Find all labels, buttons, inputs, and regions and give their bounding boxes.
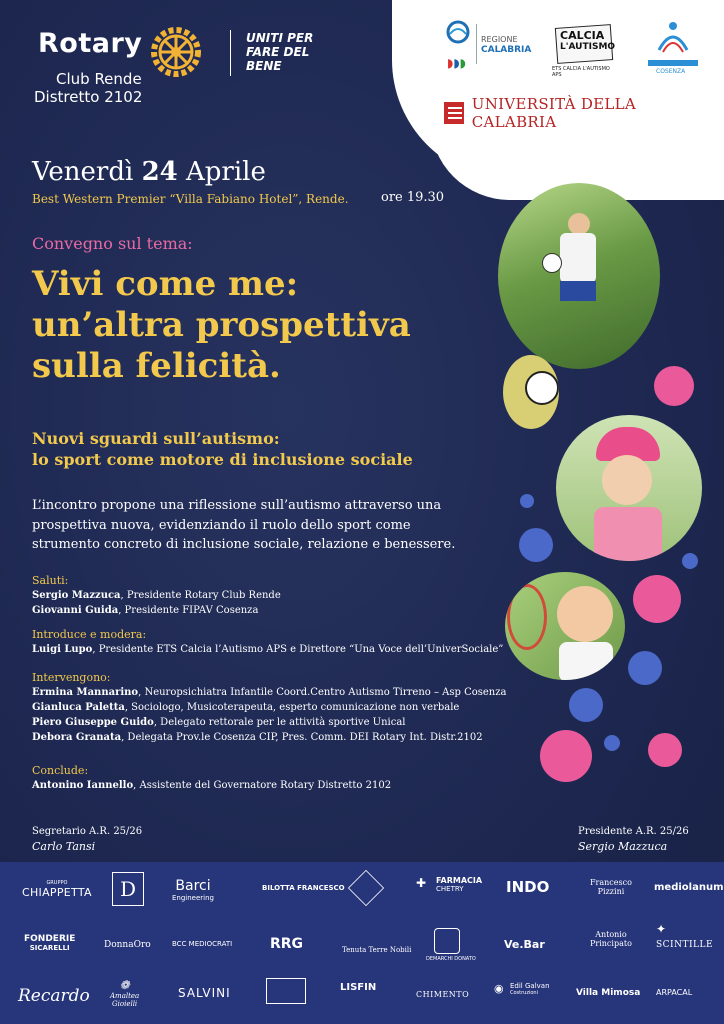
rotary-district: Distretto 2102 — [34, 88, 143, 106]
event-date-number: 24 — [141, 157, 178, 187]
speaker-role: , Presidente ETS Calcia l’Autismo APS e Direttore “Una Voce dell’UniverSociale” — [92, 644, 504, 655]
rotary-wheel-icon — [150, 26, 202, 78]
calcia-title: CALCIA — [560, 29, 605, 42]
sponsor-chimento: CHIMENTO — [416, 990, 470, 999]
speaker-line — [32, 780, 391, 791]
regione-emblem-icon — [446, 20, 470, 44]
speaker-line — [32, 687, 506, 698]
conclude-heading: Conclude: — [32, 764, 89, 777]
sponsors-band — [0, 862, 724, 1024]
desc-line-1: L’incontro propone una riflessione sull’autismo attraverso una — [32, 498, 442, 513]
decor-dot-blue — [682, 553, 698, 569]
sponsor-edilgalvan — [510, 982, 550, 996]
rotary-club: Club Rende — [56, 70, 142, 88]
decor-dot-pink — [648, 733, 682, 767]
sponsor-chiappetta-small: GRUPPO — [46, 880, 68, 886]
sponsor-mediolanum: mediolanum — [654, 882, 724, 893]
cosenza-label: COSENZA — [656, 68, 686, 75]
rotary-name: Rotary — [38, 28, 143, 59]
photo-boy-soccer — [498, 183, 660, 369]
rotary-logo — [34, 28, 143, 106]
sponsor-barci — [172, 878, 214, 902]
sponsor-salvini: SALVINI — [178, 986, 231, 1000]
sponsor-lisfin: LISFIN — [340, 982, 377, 993]
unical-logo — [444, 95, 700, 131]
speaker-role: , Delegata Prov.le Cosenza CIP, Pres. Comm. DEI Rotary Int. Distr.2102 — [121, 732, 483, 743]
sponsor-indo: INDO — [506, 878, 550, 896]
regione-calabria-label: CALABRIA — [481, 45, 532, 55]
saluti-heading: Saluti: — [32, 574, 69, 587]
speaker-name: Antonino Iannello — [32, 780, 134, 791]
sponsor-barci-label: Barci — [175, 878, 211, 894]
calcia-ets-label: ETS CALCIA L'AUTISMO APS — [552, 66, 610, 78]
speaker-name: Ermina Mannarino — [32, 687, 139, 698]
sponsor-amaltea-line1: Amaltea — [110, 992, 140, 1000]
convegno-label: Convegno sul tema: — [32, 234, 193, 253]
slogan-line-2: FARE DEL — [246, 45, 310, 59]
calcia-subtitle: L'AUTISMO — [560, 42, 616, 52]
sponsor-edilgalvan-sub: Costruzioni — [510, 990, 538, 996]
decor-dot-blue — [569, 688, 603, 722]
speaker-name: Debora Granata — [32, 732, 122, 743]
sponsor-pizzini — [590, 878, 632, 896]
sponsor-pizzini-line1: Francesco — [590, 878, 632, 887]
sponsor-demarchi: DEMARCHI DONATO — [426, 956, 476, 962]
sponsor-chiappetta — [22, 880, 92, 899]
president-role: Presidente A.R. 25/26 — [578, 826, 689, 837]
sponsor-terre-nobili: Tenuta Terre Nobili — [342, 946, 412, 954]
decor-dot-blue — [519, 528, 553, 562]
slogan — [246, 31, 313, 73]
speaker-role: , Presidente FIPAV Cosenza — [118, 605, 259, 616]
calcia-autismo-logo — [548, 22, 618, 78]
regione-label: REGIONE — [481, 35, 518, 44]
sponsor-scintille-star-icon: ✦ — [656, 922, 667, 936]
title-line-2: un’altra prospettiva — [32, 305, 411, 345]
subtitle-line-1: Nuovi sguardi sull’autismo: — [32, 429, 280, 448]
sponsor-villa-mimosa: Villa Mimosa — [576, 988, 641, 998]
unical-label: UNIVERSITÀ DELLA CALABRIA — [471, 95, 637, 131]
sponsor-farmacia-label: FARMACIA — [436, 876, 483, 885]
sponsor-fonderie-sub: SICARELLI — [29, 944, 70, 952]
decor-dot-blue — [520, 494, 534, 508]
decor-dot-blue — [604, 735, 620, 751]
sponsor-vebar: Ve.Bar — [504, 938, 545, 951]
secretary-role: Segretario A.R. 25/26 — [32, 826, 143, 837]
slogan-line-3: BENE — [246, 59, 282, 73]
unical-mark-icon — [444, 102, 464, 124]
speaker-name: Luigi Lupo — [32, 644, 93, 655]
decor-dot-pink — [540, 730, 592, 782]
sponsor-recardo: Recardo — [18, 986, 90, 1006]
president-name: Sergio Mazzuca — [578, 840, 668, 853]
sponsor-amaltea — [110, 978, 139, 1008]
sponsor-building-logo-icon — [266, 978, 306, 1004]
event-month: Aprile — [186, 157, 266, 187]
sponsor-chiappetta-label: CHIAPPETTA — [22, 886, 92, 899]
decor-dot-blue — [628, 651, 662, 685]
photo-girl-helmet — [556, 415, 702, 561]
speaker-role: , Neuropsichiatra Infantile Coord.Centro Autismo Tirreno – Asp Cosenza — [138, 687, 507, 698]
sponsor-farmacia-cross-icon: ✚ — [416, 876, 427, 890]
sponsor-edilgalvan-label: Edil Galvan — [510, 982, 550, 990]
sponsor-edilgalvan-icon: ◉ — [494, 982, 504, 995]
sponsor-amaltea-emblem-icon: ❁ — [119, 978, 130, 992]
sponsor-principato-line2: Principato — [590, 939, 632, 948]
volleyball-emblem-icon — [655, 20, 691, 56]
sponsor-fonderie — [24, 934, 75, 952]
event-subtitle — [32, 428, 502, 470]
speaker-role: , Assistente del Governatore Rotary Distretto 2102 — [133, 780, 392, 791]
intervengono-heading: Intervengono: — [32, 671, 111, 684]
sponsor-rrg: RRG — [270, 936, 304, 952]
photo-boy-tennis — [505, 572, 625, 680]
cosenza-logo — [648, 18, 698, 80]
decor-dot-pink — [654, 366, 694, 406]
sponsor-farmacia — [436, 876, 482, 893]
sponsor-bcc: BCC MEDIOCRATI — [172, 940, 233, 948]
event-day: Venerdì — [32, 157, 134, 187]
speaker-line — [32, 717, 406, 728]
event-description — [32, 496, 502, 555]
photo-soccer-ball — [503, 355, 559, 429]
decor-dot-pink — [633, 575, 681, 623]
sponsor-scintille: SCINTILLE — [656, 940, 714, 950]
speaker-line — [32, 590, 281, 601]
sponsor-bilotta: BILOTTA FRANCESCO — [262, 884, 345, 892]
speaker-line — [32, 702, 459, 713]
speaker-name: Sergio Mazzuca — [32, 590, 121, 601]
sponsor-amaltea-line2: Gioielli — [112, 1000, 138, 1008]
regione-calabria-logo — [444, 20, 534, 76]
signature-president — [578, 826, 689, 853]
sponsor-arpacal: ARPACAL — [656, 988, 693, 997]
speaker-line — [32, 605, 258, 616]
event-date — [32, 157, 266, 187]
sponsor-pizzini-line2: Pizzini — [597, 887, 625, 896]
sponsor-barci-sub: Engineering — [172, 894, 214, 902]
speaker-role: , Delegato rettorale per le attività sportive Unical — [153, 717, 406, 728]
speaker-name: Piero Giuseppe Guido — [32, 717, 154, 728]
desc-line-2: prospettiva nuova, evidenziando il ruolo dello sport come — [32, 517, 411, 533]
paralympic-icon: ◗◗◗ — [447, 56, 466, 70]
sponsor-donnaoro: DonnaOro — [104, 940, 151, 950]
secretary-name: Carlo Tansi — [32, 840, 96, 853]
speaker-line — [32, 732, 483, 743]
title-line-1: Vivi come me: — [32, 264, 299, 304]
title-line-3: sulla felicità. — [32, 346, 281, 386]
signature-secretary — [32, 826, 142, 853]
event-title — [32, 264, 502, 387]
header-divider — [230, 30, 231, 76]
event-time: ore 19.30 — [381, 190, 445, 205]
event-venue: Best Western Premier “Villa Fabiano Hotel”, Rende. — [32, 192, 349, 206]
speaker-role: , Sociologo, Musicoterapeuta, esperto comunicazione non verbale — [124, 702, 460, 713]
subtitle-line-2: lo sport come motore di inclusione sociale — [32, 450, 413, 469]
slogan-line-1: UNITI PER — [246, 31, 314, 45]
speaker-name: Gianluca Paletta — [32, 702, 125, 713]
sponsor-db-logo-icon: D — [112, 872, 144, 906]
desc-line-3: strumento concreto di inclusione sociale, relazione e benessere. — [32, 537, 456, 552]
speaker-line — [32, 644, 503, 655]
sponsor-farmacia-sub: CHETRY — [436, 885, 464, 893]
sponsor-principato-line1: Antonio — [595, 930, 627, 939]
sponsor-f-logo-icon — [348, 870, 384, 906]
speaker-name: Giovanni Guida — [32, 605, 119, 616]
modera-heading: Introduce e modera: — [32, 628, 147, 641]
sponsor-demarchi-logo-icon — [434, 928, 460, 954]
sponsor-fonderie-label: FONDERIE — [24, 934, 76, 944]
speaker-role: , Presidente Rotary Club Rende — [120, 590, 281, 601]
sponsor-principato — [590, 930, 632, 948]
